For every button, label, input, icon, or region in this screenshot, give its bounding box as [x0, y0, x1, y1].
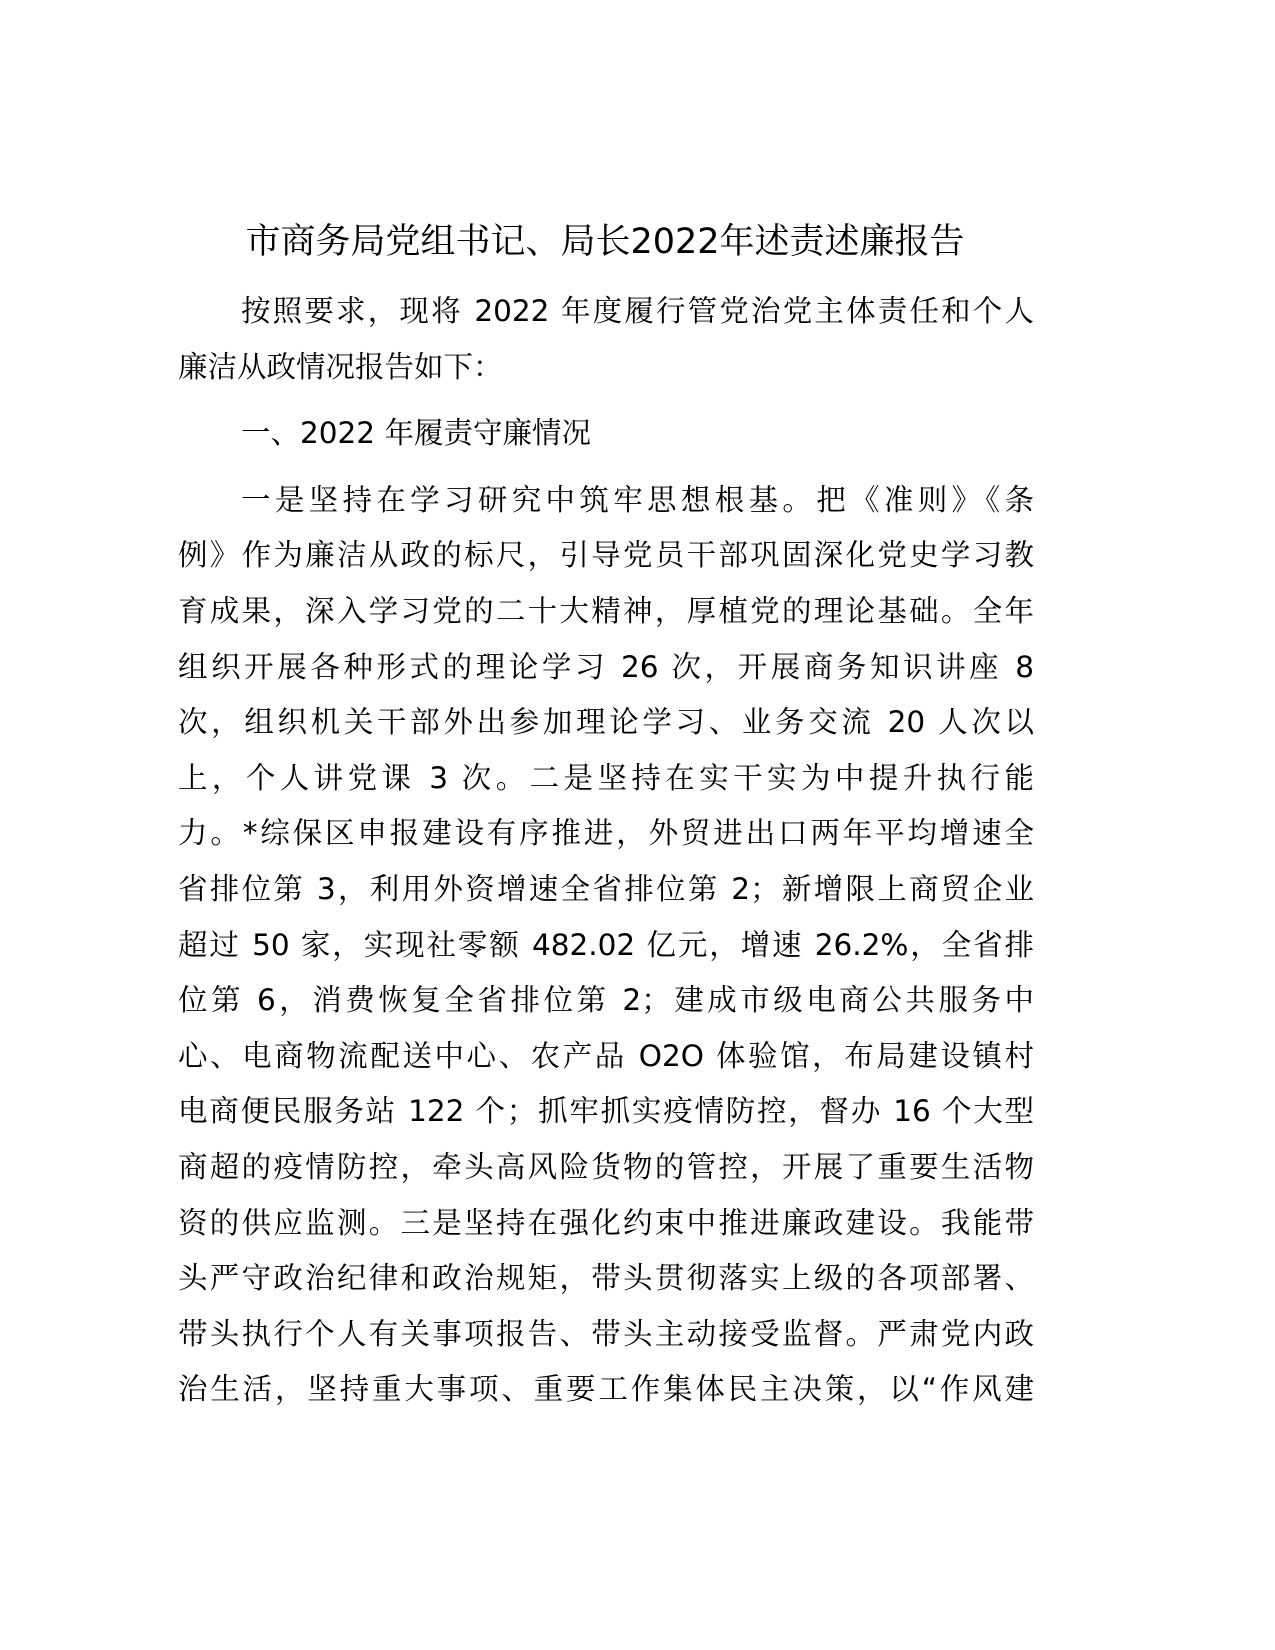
paragraph-line: 育成果，深入学习党的二十大精神，厚植党的理论基础。全年 [178, 593, 1034, 628]
paragraph-line: 一是坚持在学习研究中筑牢思想根基。把《准则》《条 [241, 482, 1034, 517]
paragraph-line: 省排位第 3，利用外资增速全省排位第 2；新增限上商贸企业 [178, 871, 1034, 906]
paragraph-line: 超过 50 家，实现社零额 482.02 亿元，增速 26.2%，全省排 [178, 927, 1034, 962]
paragraph-line: 电商便民服务站 122 个；抓牢抓实疫情防控，督办 16 个大型 [178, 1094, 1034, 1129]
paragraph-line: 头严守政治纪律和政治规矩，带头贯彻落实上级的各项部署、 [178, 1261, 1034, 1296]
paragraph-line: 资的供应监测。三是坚持在强化约束中推进廉政建设。我能带 [178, 1205, 1034, 1240]
paragraph-line: 组织开展各种形式的理论学习 26 次，开展商务知识讲座 8 [178, 649, 1034, 684]
paragraph-line: 位第 6，消费恢复全省排位第 2；建成市级电商公共服务中 [178, 983, 1034, 1018]
section-heading: 一、2022 年履责守廉情况 [241, 416, 591, 451]
paragraph-line: 心、电商物流配送中心、农产品 O2O 体验馆，布局建设镇村 [178, 1038, 1034, 1073]
intro-line: 廉洁从政情况报告如下： [178, 349, 503, 384]
intro-line: 按照要求，现将 2022 年度履行管党治党主体责任和个人 [241, 294, 1034, 328]
paragraph-line: 力。*综保区申报建设有序推进，外贸进出口两年平均增速全 [178, 816, 1034, 851]
paragraph-line: 商超的疫情防控，牵头高风险货物的管控，开展了重要生活物 [178, 1149, 1034, 1184]
document-title: 市商务局党组书记、局长2022年述责述廉报告 [245, 222, 965, 262]
paragraph-line: 治生活，坚持重大事项、重要工作集体民主决策，以“作风建 [178, 1372, 1034, 1407]
paragraph-line: 带头执行个人有关事项报告、带头主动接受监督。严肃党内政 [178, 1316, 1034, 1351]
paragraph-line: 上，个人讲党课 3 次。二是坚持在实干实为中提升执行能 [178, 760, 1034, 795]
paragraph-line: 例》作为廉洁从政的标尺，引导党员干部巩固深化党史学习教 [178, 538, 1034, 573]
document-body [178, 284, 1034, 1418]
paragraph-line: 次，组织机关干部外出参加理论学习、业务交流 20 人次以 [178, 705, 1034, 740]
